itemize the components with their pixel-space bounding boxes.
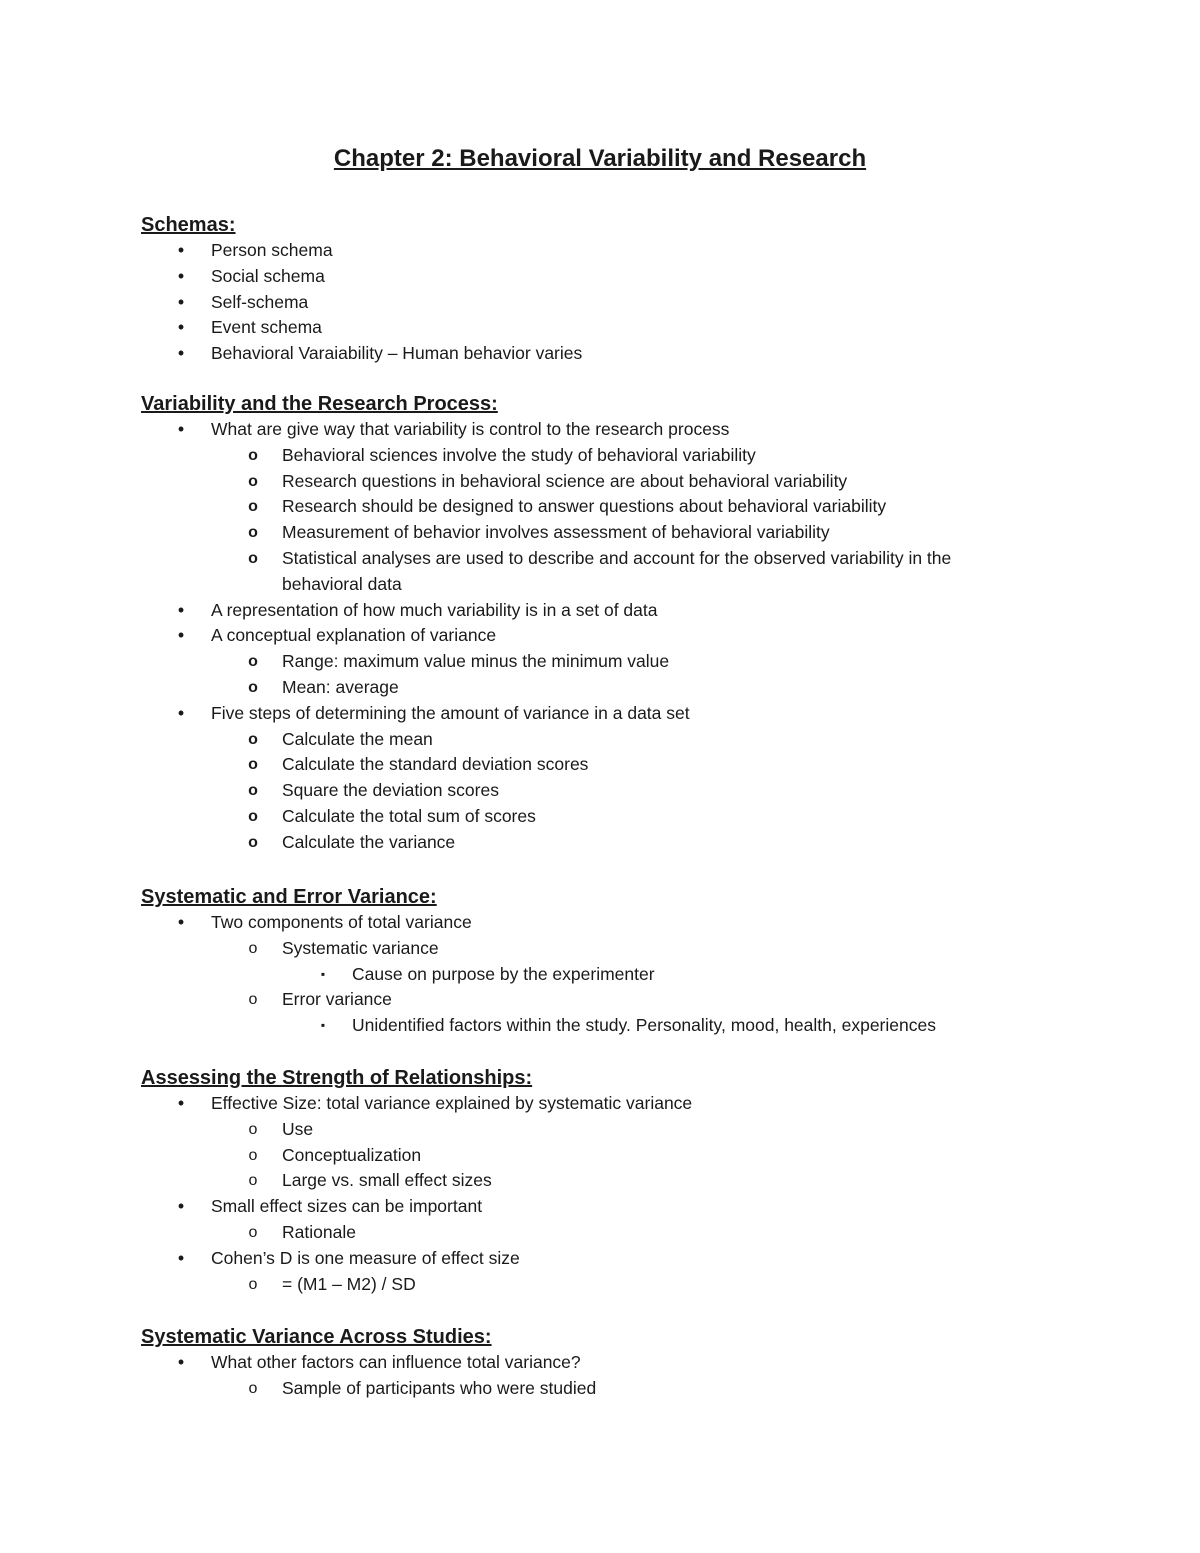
bullet-marker: • (177, 265, 185, 286)
circle-marker: o (248, 730, 258, 748)
list-item (141, 804, 1091, 830)
section-heading: Assessing the Strength of Relationships: (141, 1067, 533, 1089)
list-item (141, 494, 1091, 520)
circle-marker: o (248, 472, 258, 490)
section-schemas (141, 212, 1091, 367)
bullet-marker: • (177, 1093, 185, 1113)
bullet-list (141, 238, 1091, 367)
list-item (141, 1272, 1091, 1298)
list-item-continuation (141, 572, 1091, 598)
list-item-text: A conceptual explanation of variance (211, 625, 497, 646)
list-item-text: Social schema (211, 265, 325, 286)
square-marker: ▪ (320, 966, 326, 981)
list-item-text: Measurement of behavior involves assessment of behavioral variability (282, 522, 830, 543)
list-item (141, 1246, 1091, 1272)
list-item (141, 962, 1091, 988)
list-item (141, 469, 1091, 495)
bullet-marker: • (177, 1247, 185, 1268)
list-item-text: Square the deviation scores (282, 780, 499, 801)
list-item (141, 910, 1091, 936)
list-item (141, 1220, 1091, 1246)
list-item (141, 290, 1091, 316)
circle-marker: o (248, 991, 258, 1009)
list-item (141, 1350, 1091, 1376)
list-item (141, 546, 1091, 572)
list-item (141, 1091, 1091, 1117)
list-item (141, 649, 1091, 675)
bullet-marker: • (177, 1352, 185, 1372)
list-item-text: Conceptualization (282, 1144, 422, 1165)
list-item-text: Research should be designed to answer questions about behavioral variability (282, 496, 887, 517)
list-item-text: Person schema (211, 240, 333, 260)
section-variance-across-studies (141, 1324, 1091, 1402)
list-item-text: Use (282, 1118, 314, 1139)
section-heading: Systematic Variance Across Studies: (141, 1326, 492, 1348)
bullet-marker: • (177, 912, 185, 932)
list-item-text: Range: maximum value minus the minimum value (282, 651, 670, 672)
list-item-text: Self-schema (211, 291, 309, 312)
bullet-list (141, 417, 1091, 856)
list-item-text: Large vs. small effect sizes (282, 1170, 492, 1191)
circle-marker: o (248, 549, 258, 567)
list-item-text: Effective Size: total variance explained by systematic variance (211, 1093, 693, 1113)
circle-marker: o (248, 524, 258, 542)
bullet-marker: • (177, 1196, 185, 1217)
list-item-text: Statistical analyses are used to describe and account for the observed variability in the (282, 547, 952, 568)
list-item (141, 1168, 1091, 1194)
list-item-text: Cause on purpose by the experimenter (352, 963, 655, 984)
circle-marker: o (248, 1223, 258, 1241)
circle-marker: o (248, 498, 258, 516)
section-variability-research-process (141, 391, 1091, 856)
list-item-text: Calculate the variance (282, 831, 456, 852)
list-item (141, 341, 1091, 367)
list-item (141, 830, 1091, 856)
list-item-text: What are give way that variability is control to the research process (211, 419, 730, 439)
list-item-text: Rationale (282, 1221, 356, 1242)
list-item (141, 443, 1091, 469)
list-item-text: Cohen’s D is one measure of effect size (211, 1247, 520, 1268)
list-item (141, 1143, 1091, 1169)
bullet-marker: • (177, 599, 185, 620)
bullet-marker: • (177, 419, 185, 439)
list-item (141, 264, 1091, 290)
list-item-text: Calculate the total sum of scores (282, 805, 536, 826)
bullet-list (141, 1350, 1091, 1402)
list-item (141, 987, 1091, 1013)
bullet-marker: • (177, 240, 185, 260)
circle-marker: o (248, 1146, 258, 1164)
list-item (141, 520, 1091, 546)
circle-marker: o (248, 1275, 258, 1293)
list-item (141, 238, 1091, 264)
list-item-text: Systematic variance (282, 937, 439, 958)
bullet-marker: • (177, 625, 185, 646)
bullet-list (141, 910, 1091, 1039)
circle-marker: o (248, 653, 258, 671)
list-item-text: Unidentified factors within the study. Personality, mood, health, experiences (352, 1015, 936, 1036)
list-item-text: Behavioral Varaiability – Human behavior varies (211, 343, 583, 364)
list-item-text: Calculate the standard deviation scores (282, 754, 589, 775)
circle-marker: o (248, 446, 258, 464)
bullet-marker: • (177, 317, 185, 338)
section-heading: Schemas: (141, 214, 236, 236)
bullet-marker: • (177, 291, 185, 312)
list-item-text: Error variance (282, 989, 392, 1010)
list-item-text: = (M1 – M2) / SD (282, 1273, 416, 1294)
list-item (141, 936, 1091, 962)
list-item (141, 675, 1091, 701)
list-item-text: Five steps of determining the amount of variance in a data set (211, 702, 690, 723)
circle-marker: o (248, 678, 258, 696)
list-item-text: Research questions in behavioral science are about behavioral variability (282, 470, 848, 491)
section-heading: Systematic and Error Variance: (141, 886, 437, 908)
circle-marker: o (248, 1120, 258, 1138)
circle-marker: o (248, 1172, 258, 1190)
list-item-text: Mean: average (282, 676, 399, 697)
square-marker: ▪ (320, 1018, 326, 1033)
list-item (141, 1376, 1091, 1402)
document-title: Chapter 2: Behavioral Variability and Research (333, 145, 867, 172)
bullet-marker: • (177, 702, 185, 723)
list-item-text: What other factors can influence total variance? (211, 1352, 581, 1372)
list-item (141, 598, 1091, 624)
list-item-text: Behavioral sciences involve the study of behavioral variability (282, 444, 756, 465)
list-item (141, 778, 1091, 804)
list-item (141, 1194, 1091, 1220)
list-item (141, 1117, 1091, 1143)
bullet-marker: • (177, 343, 185, 364)
list-item-text: behavioral data (282, 573, 402, 594)
section-assessing-strength (141, 1065, 1091, 1297)
section-heading: Variability and the Research Process: (141, 393, 498, 415)
list-item (141, 623, 1091, 649)
circle-marker: o (248, 756, 258, 774)
list-item (141, 417, 1091, 443)
list-item-text: A representation of how much variability is in a set of data (211, 599, 658, 620)
list-item (141, 701, 1091, 727)
list-item (141, 1013, 1091, 1039)
list-item (141, 752, 1091, 778)
bullet-list (141, 1091, 1091, 1297)
circle-marker: o (248, 807, 258, 825)
list-item-text: Event schema (211, 317, 322, 338)
list-item (141, 315, 1091, 341)
list-item-text: Two components of total variance (211, 912, 472, 932)
list-item-text: Sample of participants who were studied (282, 1377, 597, 1398)
list-item (141, 727, 1091, 753)
circle-marker: o (248, 1379, 258, 1397)
circle-marker: o (248, 939, 258, 957)
circle-marker: o (248, 782, 258, 800)
list-item-text: Calculate the mean (282, 728, 433, 749)
list-item-text: Small effect sizes can be important (211, 1196, 483, 1217)
section-systematic-error-variance (141, 884, 1091, 1039)
circle-marker: o (248, 833, 258, 851)
